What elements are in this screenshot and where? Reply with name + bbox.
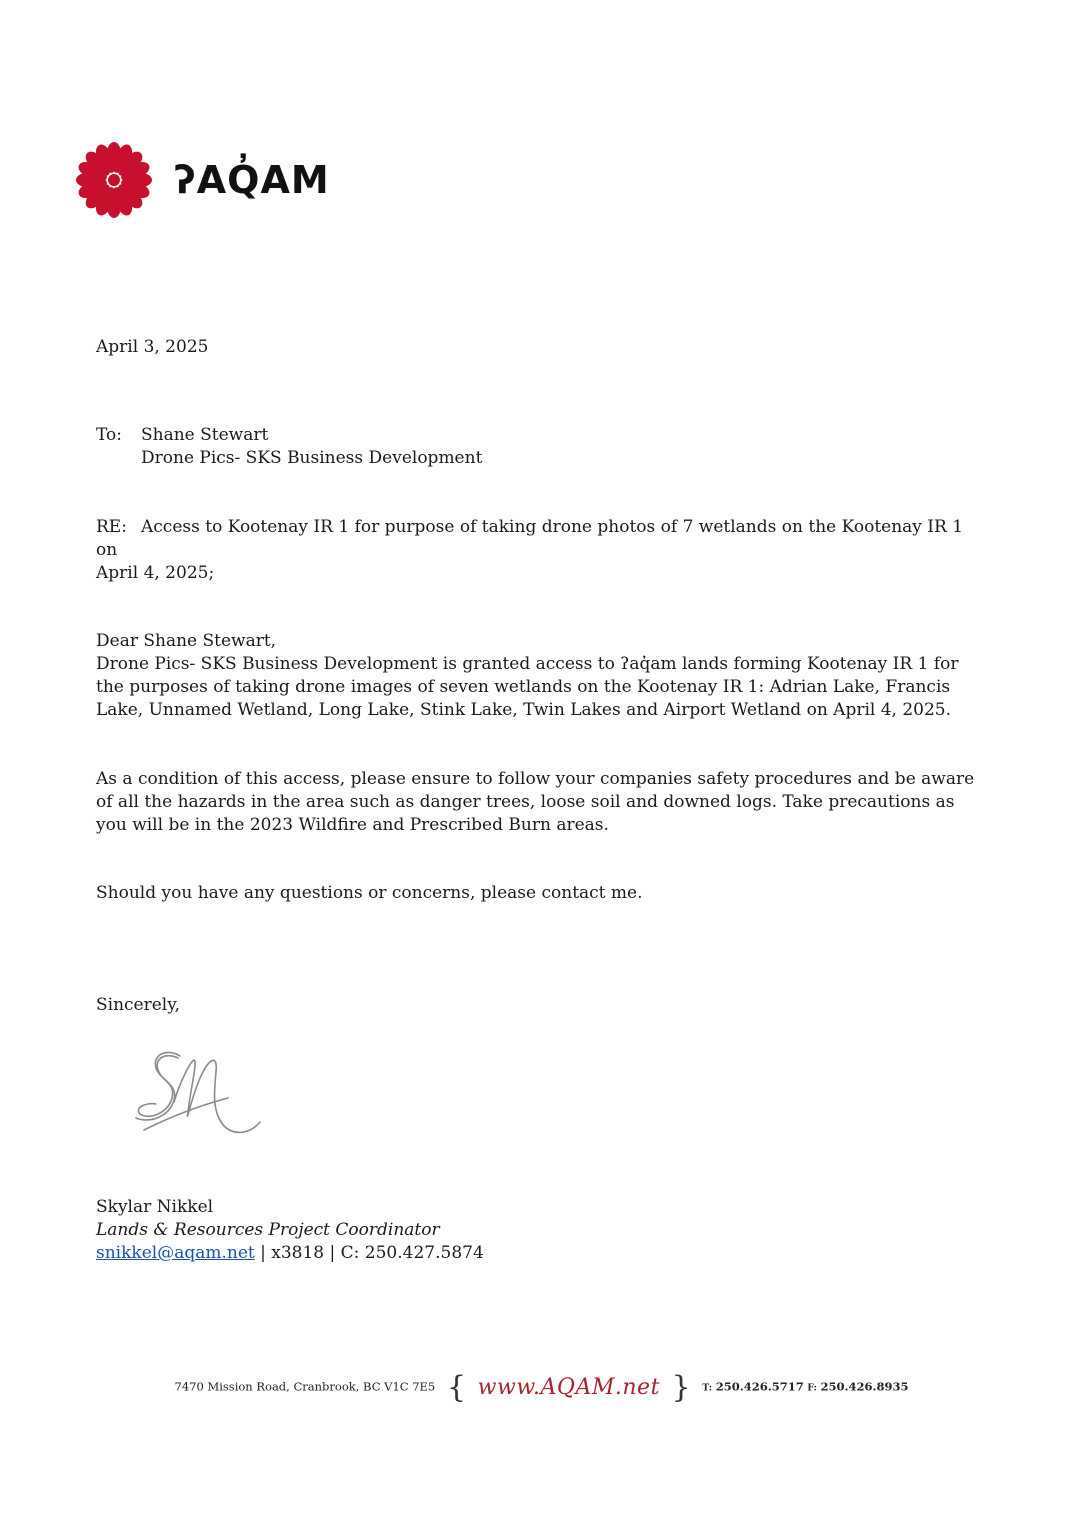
subject-line: Access to Kootenay IR 1 for purpose of taking drone photos of 7 wetlands on the Kootenay IR 1 on — [96, 517, 964, 560]
salutation: Dear Shane Stewart, — [96, 631, 277, 651]
handwritten-signature-icon — [128, 1042, 268, 1142]
footer-website[interactable]: www.AQAM.net — [477, 1375, 660, 1400]
flower-logo-icon — [74, 140, 154, 220]
signature — [128, 1042, 268, 1146]
body-paragraph-1 — [96, 630, 986, 722]
signer-block — [96, 1196, 796, 1265]
signer-phone: | x3818 | C: 250.427.5874 — [254, 1243, 484, 1263]
closing: Sincerely, — [96, 995, 180, 1015]
letter-date: April 3, 2025 — [96, 337, 209, 357]
footer-fax: 250.426.8935 — [820, 1379, 909, 1394]
flower-center — [108, 174, 120, 186]
footer-address: 7470 Mission Road, Cranbrook, BC V1C 7E5 — [174, 1379, 436, 1394]
letterhead-logo — [74, 140, 330, 220]
footer-fax-label: F: — [807, 1383, 817, 1394]
footer-open-brace: { — [446, 1370, 467, 1405]
re-label: RE: — [96, 517, 127, 537]
footer-close-brace: } — [671, 1370, 691, 1405]
subject-line-2: April 4, 2025; — [96, 563, 215, 583]
footer-tel: 250.426.5717 — [715, 1379, 804, 1394]
subject-block — [96, 516, 986, 585]
signer-contact-line — [96, 1242, 796, 1265]
footer-tel-label: T: — [702, 1383, 713, 1394]
recipient-block — [96, 424, 796, 470]
recipient-org: Drone Pics- SKS Business Development — [141, 448, 483, 468]
org-name: ʔAQ̓AM — [174, 158, 330, 202]
access-paragraph: Drone Pics- SKS Business Development is granted access to ʔaq̓am lands forming Kootenay IR 1 for the purposes of taking drone images of seven wetlands on the Kootenay IR 1: Adrian Lake, Francis Lake, Unnamed Wetland, Long Lake, Stink Lake, Twin Lakes and Airport Wetland on April 4, 2025. — [96, 654, 959, 720]
to-label: To: — [96, 425, 122, 445]
signer-name: Skylar Nikkel — [96, 1197, 214, 1217]
contact-paragraph: Should you have any questions or concerns, please contact me. — [96, 883, 643, 903]
safety-paragraph: As a condition of this access, please ensure to follow your companies safety procedures and be aware of all the hazards in the area such as danger trees, loose soil and downed logs. Take precautions as you will be in the 2023 Wildfire and Prescribed Burn areas. — [96, 769, 975, 835]
signer-title: Lands & Resources Project Coordinator — [96, 1220, 440, 1240]
footer — [0, 1370, 1083, 1405]
recipient-name: Shane Stewart — [141, 425, 269, 445]
email-link[interactable]: snikkel@aqam.net — [96, 1243, 255, 1263]
